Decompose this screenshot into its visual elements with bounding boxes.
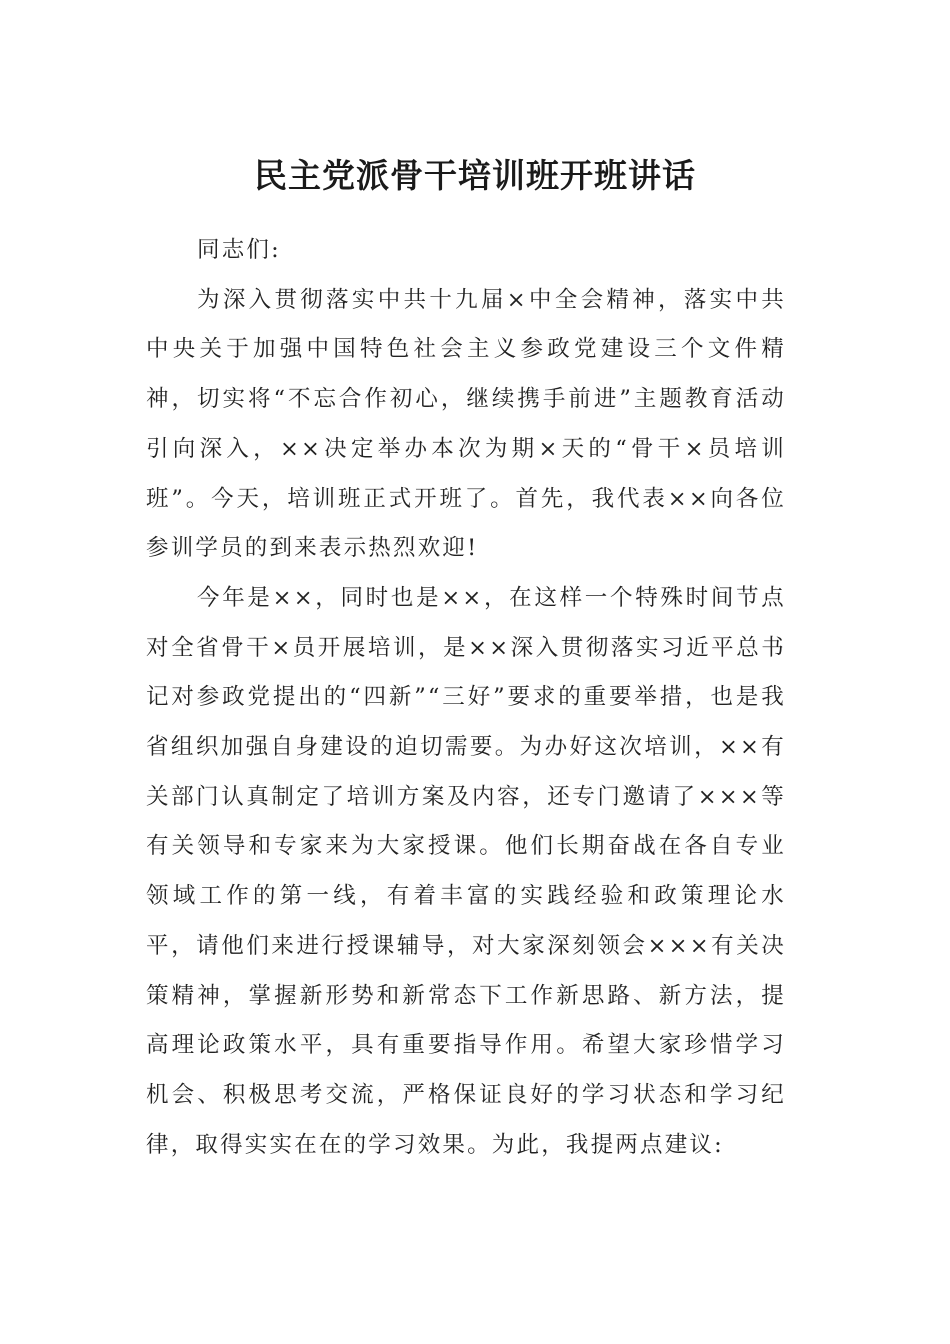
paragraph-2: 今年是××，同时也是××，在这样一个特殊时间节点对全省骨干×员开展培训，是××深入贯彻落实习近平总书记对参政党提出的“四新”“三好”要求的重要举措，也是我省组织加强自身建设的迫切需要。为办好这次培训，××有关部门认真制定了培训方案及内容，还专门邀请了×××等有关领导和专家来为大家授课。他们长期奋战在各自专业领域工作的第一线，有着丰富的实践经验和政策理论水平，请他们来进行授课辅导，对大家深刻领会×××有关决策精神，掌握新形势和新常态下工作新思路、新方法，提高理论政策水平，具有重要指导作用。希望大家珍惜学习机会、积极思考交流，严格保证良好的学习状态和学习纪律，取得实实在在的学习效果。为此，我提两点建议: (146, 584, 786, 1158)
document-body (146, 226, 786, 1170)
paragraph-1: 为深入贯彻落实中共十九届×中全会精神，落实中共中央关于加强中国特色社会主义参政党建设三个文件精神，切实将“不忘合作初心，继续携手前进”主题教育活动引向深入，××决定举办本次为期×天的“骨干×员培训班”。今天，培训班正式开班了。首先，我代表××向各位参训学员的到来表示热烈欢迎! (146, 286, 786, 562)
document-title: 民主党派骨干培训班开班讲话 (254, 156, 696, 195)
salutation: 同志们: (197, 237, 281, 263)
